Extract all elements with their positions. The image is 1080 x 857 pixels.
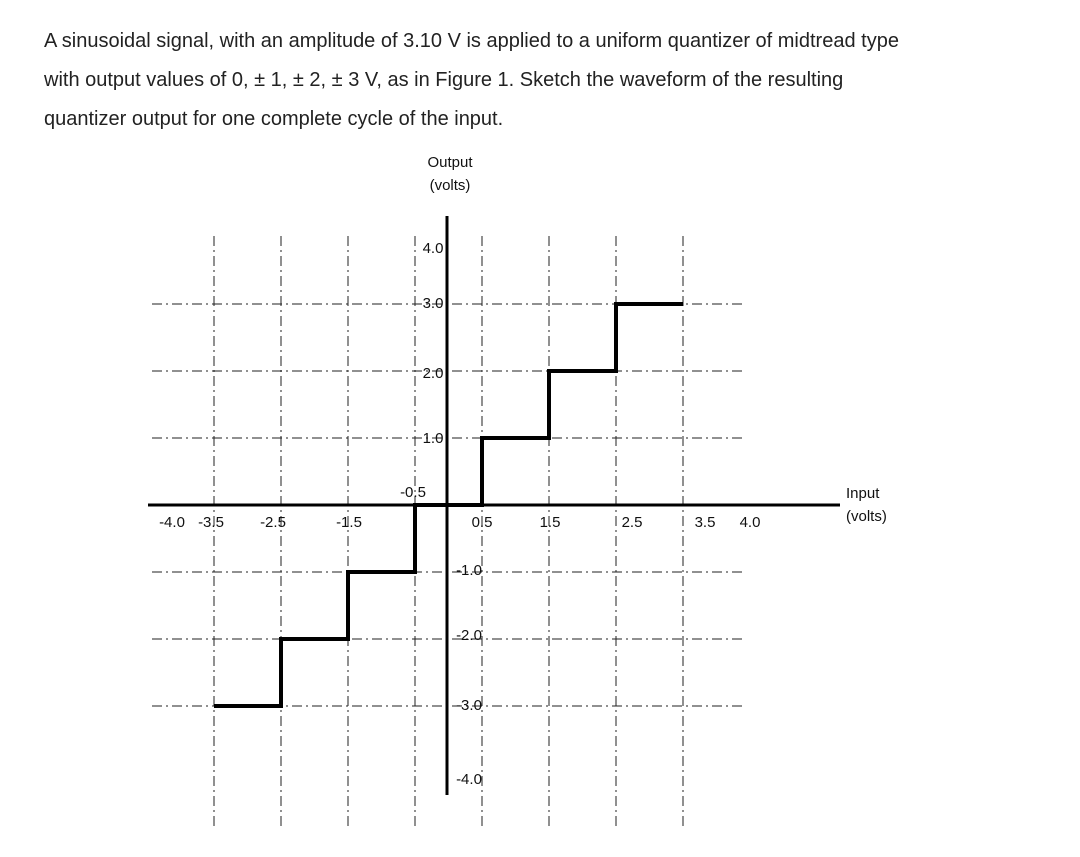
x-axis-title-line-1: Input xyxy=(846,485,880,502)
y-tick-label: -1.0 xyxy=(456,562,482,579)
x-tick-label: 3.5 xyxy=(694,514,716,531)
x-tick-label: 2.5 xyxy=(621,514,643,531)
y-tick-label: 2.0 xyxy=(422,365,444,382)
y-tick-label: 3.0 xyxy=(422,295,444,312)
question-line-3: quantizer output for one complete cycle of the input. xyxy=(44,108,504,130)
x-tick-label: -0.5 xyxy=(400,484,426,501)
x-axis-title-line-2: (volts) xyxy=(846,508,887,525)
x-tick-label: -3.5 xyxy=(198,514,224,531)
y-tick-label: -3.0 xyxy=(456,697,482,714)
y-tick-label: 1.0 xyxy=(422,430,444,447)
y-tick-label: -2.0 xyxy=(456,627,482,644)
y-tick-label: 4.0 xyxy=(422,240,444,257)
axes xyxy=(148,216,840,795)
x-tick-label: 1.5 xyxy=(539,514,561,531)
x-tick-label: -1.5 xyxy=(336,514,362,531)
question-line-1: A sinusoidal signal, with an amplitude of 3.10 V is applied to a uniform quantizer of midtread type xyxy=(44,30,899,52)
y-axis-title-line-1: Output xyxy=(427,154,473,171)
x-tick-label: -4.0 xyxy=(159,514,185,531)
x-tick-label: 0.5 xyxy=(471,514,493,531)
x-tick-label: -2.5 xyxy=(260,514,286,531)
question-line-2: with output values of 0, ± 1, ± 2, ± 3 V, as in Figure 1. Sketch the waveform of the resulting xyxy=(44,69,844,91)
y-tick-label: -4.0 xyxy=(456,771,482,788)
y-axis-title-line-2: (volts) xyxy=(429,177,471,194)
x-tick-label: 4.0 xyxy=(739,514,761,531)
